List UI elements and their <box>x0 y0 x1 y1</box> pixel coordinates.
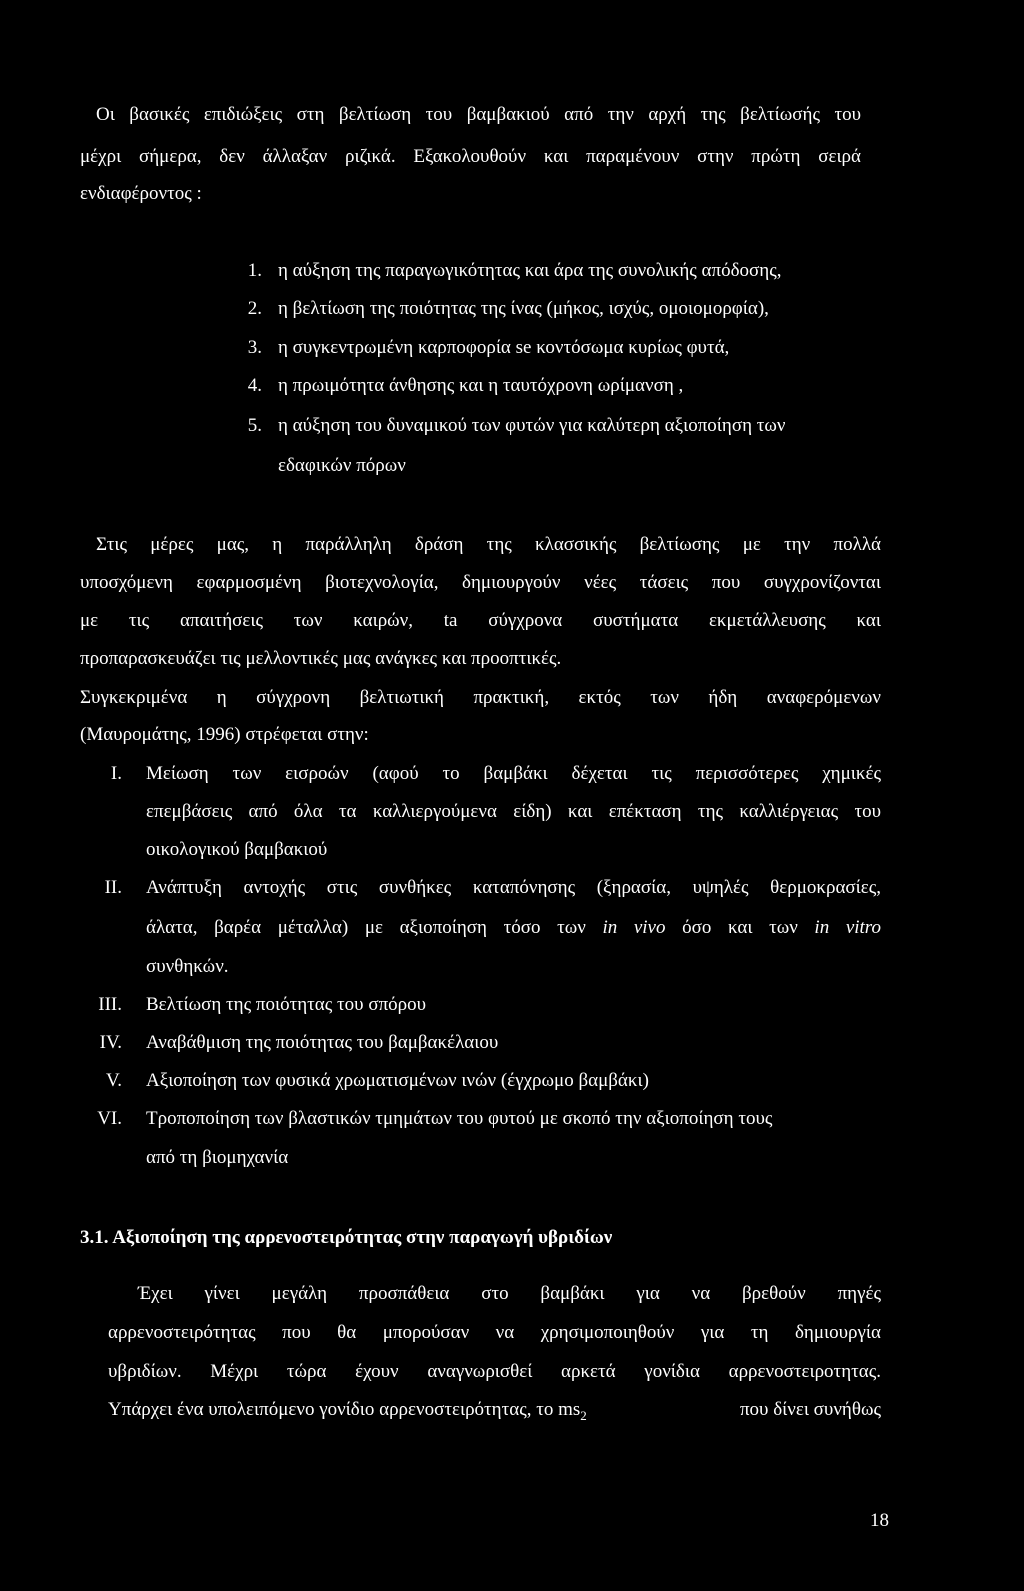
para3-line-1: Συγκεκριμένα η σύγχρονη βελτιωτική πρακτική, εκτός των ήδη αναφερόμενων <box>80 687 881 708</box>
roman-number: III. <box>98 994 122 1015</box>
roman-item-ii-line-1: Ανάπτυξη αντοχής στις συνθήκες καταπόνησης (ξηρασία, υψηλές θερμοκρασίες, <box>146 877 881 898</box>
section-heading: 3.1. Αξιοποίηση της αρρενοστειρότητας στην παραγωγή υβριδίων <box>80 1227 613 1248</box>
goal-number: 3. <box>247 337 262 358</box>
roman-item-i-line-2: επεμβάσεις από όλα τα καλλιεργούμενα είδη) και επέκταση της καλλιέργειας του <box>146 801 881 822</box>
intro-line-3: ενδιαφέροντος : <box>80 183 202 204</box>
roman-number: II. <box>104 877 122 898</box>
ms2-subscript: 2 <box>580 1407 587 1423</box>
section-line-4-text <box>108 1398 587 1428</box>
roman-item-ii-in-vivo: in vivo <box>602 917 666 938</box>
roman-number: VI. <box>97 1108 122 1129</box>
goal-item: η βελτίωση της ποιότητας της ίνας (μήκος, ισχύς, ομοιομορφία), <box>278 298 769 319</box>
page-number: 18 <box>870 1510 889 1531</box>
goal-number: 2. <box>247 298 262 319</box>
roman-item-ii-line-2 <box>146 916 881 940</box>
roman-item-vi-line-1: Τροποποίηση των βλαστικών τμημάτων του φυτού με σκοπό την αξιοποίηση τους <box>146 1108 773 1129</box>
para2-line-4: προπαρασκευάζει τις μελλοντικές μας ανάγκες και προοπτικές. <box>80 648 562 669</box>
section-line-3: υβριδίων. Μέχρι τώρα έχουν αναγνωρισθεί αρκετά γονίδια αρρενοστειροτητας. <box>108 1361 881 1382</box>
section-line-1: Έχει γίνει μεγάλη προσπάθεια στο βαμβάκι για να βρεθούν πηγές <box>138 1283 881 1304</box>
roman-item-ii-in-vitro: in vitro <box>814 917 881 938</box>
para2-line-3: με τις απαιτήσεις των καιρών, ta σύγχρονα συστήματα εκμετάλλευσης και <box>80 610 881 631</box>
roman-item-i-line-1: Μείωση των εισροών (αφού το βαμβάκι δέχεται τις περισσότερες χημικές <box>146 763 881 784</box>
goal-item: η συγκεντρωμένη καρποφορία se κοντόσωμα κυρίως φυτά, <box>278 337 730 358</box>
roman-item-ii-text-a: άλατα, βαρέα μέταλλα) με αξιοποίηση τόσο των <box>146 917 586 938</box>
intro-line-2: μέχρι σήμερα, δεν άλλαξαν ριζικά. Εξακολουθούν και παραμένουν στην πρώτη σειρά <box>80 146 861 167</box>
roman-number: IV. <box>99 1032 122 1053</box>
roman-item-ii-line-3: συνθηκών. <box>146 956 229 977</box>
roman-item-ii-text-c: όσο και των <box>682 917 798 938</box>
roman-item-vi-line-2: από τη βιομηχανία <box>146 1147 289 1168</box>
roman-item-i-line-3: οικολογικού βαμβακιού <box>146 839 328 860</box>
para2-line-2: υποσχόμενη εφαρμοσμένη βιοτεχνολογία, δημιουργούν νέες τάσεις που συγχρονίζονται <box>80 572 881 593</box>
goal-item-continuation: εδαφικών πόρων <box>278 455 406 476</box>
roman-number: I. <box>110 763 122 784</box>
section-line-2: αρρενοστειρότητας που θα μπορούσαν να χρησιμοποιηθούν για τη δημιουργία <box>108 1322 881 1343</box>
goal-number: 5. <box>247 415 262 436</box>
goal-number: 4. <box>247 375 262 396</box>
section-line-4a: Υπάρχει ένα υπολειπόμενο γονίδιο αρρενοστειρότητας, το ms <box>108 1399 581 1420</box>
goal-item: η πρωιμότητα άνθησης και η ταυτόχρονη ωρίμανση , <box>278 375 684 396</box>
roman-item-iv: Αναβάθμιση της ποιότητας του βαμβακέλαιου <box>146 1032 499 1053</box>
goal-number: 1. <box>247 260 262 281</box>
roman-item-v: Αξιοποίηση των φυσικά χρωματισμένων ινών (έγχρωμο βαμβάκι) <box>146 1070 649 1091</box>
para3-line-2: (Μαυρομάτης, 1996) στρέφεται στην: <box>80 724 369 745</box>
goal-item: η αύξηση του δυναμικού των φυτών για καλύτερη αξιοποίηση των <box>278 415 786 436</box>
para2-line-1: Στις μέρες μας, η παράλληλη δράση της κλασσικής βελτίωσης με την πολλά <box>96 534 881 555</box>
intro-line-1: Οι βασικές επιδιώξεις στη βελτίωση του βαμβακιού από την αρχή της βελτίωσής του <box>96 104 861 125</box>
roman-item-iii: Βελτίωση της ποιότητας του σπόρου <box>146 994 427 1015</box>
goal-item: η αύξηση της παραγωγικότητας και άρα της συνολικής απόδοσης, <box>278 260 782 281</box>
section-line-4b: που δίνει συνήθως <box>739 1399 881 1420</box>
roman-number: V. <box>105 1070 122 1091</box>
section-line-4 <box>108 1398 881 1428</box>
